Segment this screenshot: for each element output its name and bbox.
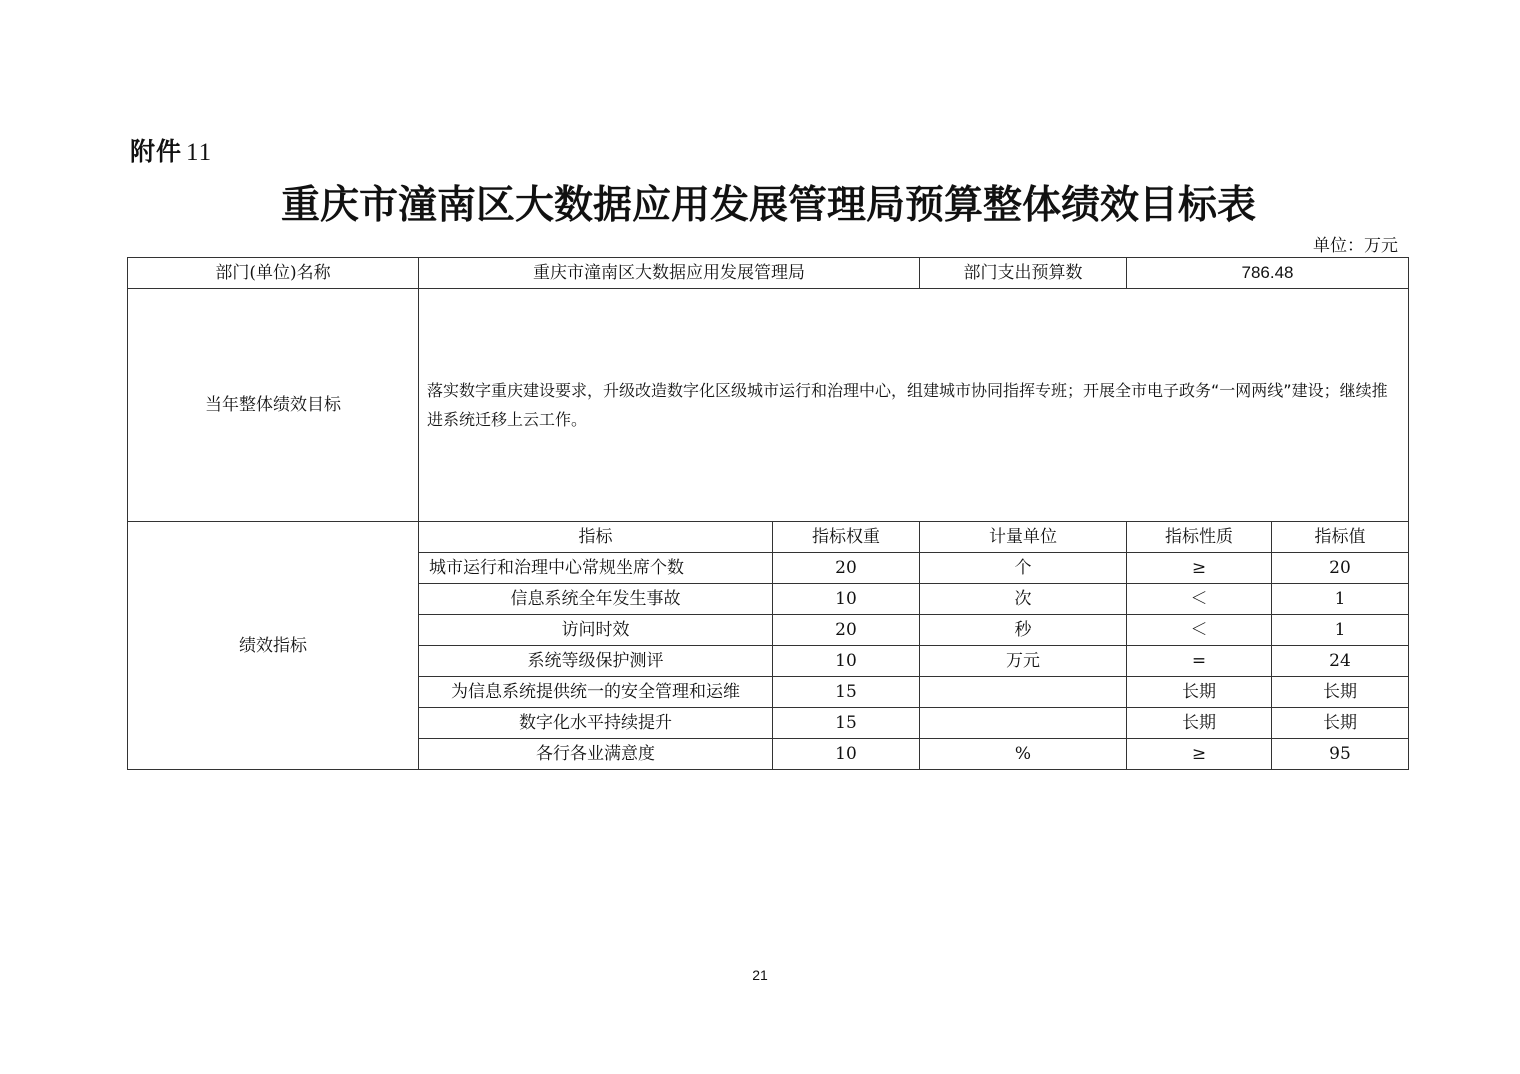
indicator-value: 1	[1272, 584, 1409, 615]
column-header-weight: 指标权重	[773, 522, 920, 553]
indicator-weight: 10	[773, 739, 920, 770]
indicator-weight: 20	[773, 553, 920, 584]
budget-value: 786.48	[1127, 258, 1409, 289]
column-header-indicator: 指标	[419, 522, 773, 553]
budget-label: 部门支出预算数	[920, 258, 1127, 289]
dept-name-value: 重庆市潼南区大数据应用发展管理局	[419, 258, 920, 289]
indicator-nature: ＜	[1127, 584, 1272, 615]
indicator-name: 为信息系统提供统一的安全管理和运维	[419, 677, 773, 708]
indicator-nature: 长期	[1127, 677, 1272, 708]
unit-label: 单位：万元	[1313, 236, 1398, 256]
indicator-nature: 长期	[1127, 708, 1272, 739]
indicator-value: 1	[1272, 615, 1409, 646]
department-row	[128, 258, 1409, 289]
indicator-name: 信息系统全年发生事故	[419, 584, 773, 615]
column-header-value: 指标值	[1272, 522, 1409, 553]
document-title: 重庆市潼南区大数据应用发展管理局预算整体绩效目标表	[280, 182, 1256, 228]
indicator-value: 95	[1272, 739, 1409, 770]
indicator-nature: ＜	[1127, 615, 1272, 646]
indicator-nature: ≥	[1127, 553, 1272, 584]
annual-goal-row	[128, 289, 1409, 522]
column-header-unit: 计量单位	[920, 522, 1127, 553]
indicator-value: 24	[1272, 646, 1409, 677]
column-header-nature: 指标性质	[1127, 522, 1272, 553]
indicator-unit: 万元	[920, 646, 1127, 677]
indicator-unit: 次	[920, 584, 1127, 615]
indicator-value: 长期	[1272, 708, 1409, 739]
indicator-unit: 个	[920, 553, 1127, 584]
annual-goal-label: 当年整体绩效目标	[128, 289, 419, 522]
indicator-section-label: 绩效指标	[128, 522, 419, 770]
indicator-name: 访问时效	[419, 615, 773, 646]
attachment-text: 附件	[130, 137, 183, 166]
indicator-name: 城市运行和治理中心常规坐席个数	[419, 553, 773, 584]
dept-name-label: 部门(单位)名称	[128, 258, 419, 289]
indicator-name: 数字化水平持续提升	[419, 708, 773, 739]
page-number: 21	[752, 967, 768, 983]
indicator-value: 长期	[1272, 677, 1409, 708]
indicator-name: 各行各业满意度	[419, 739, 773, 770]
indicator-unit: %	[920, 739, 1127, 770]
indicator-unit	[920, 677, 1127, 708]
indicator-nature: ≥	[1127, 739, 1272, 770]
indicator-unit: 秒	[920, 615, 1127, 646]
annual-goal-text: 落实数字重庆建设要求，升级改造数字化区级城市运行和治理中心，组建城市协同指挥专班；开展全市电子政务“一网两线”建设；继续推进系统迁移上云工作。	[419, 289, 1409, 522]
indicator-name: 系统等级保护测评	[419, 646, 773, 677]
indicator-weight: 10	[773, 646, 920, 677]
indicator-weight: 15	[773, 708, 920, 739]
indicator-weight: 15	[773, 677, 920, 708]
indicator-unit	[920, 708, 1127, 739]
indicator-nature: =	[1127, 646, 1272, 677]
indicator-header-row	[128, 522, 1409, 553]
attachment-number: 11	[186, 139, 213, 166]
indicator-weight: 20	[773, 615, 920, 646]
indicator-value: 20	[1272, 553, 1409, 584]
attachment-label	[130, 132, 212, 168]
performance-target-table	[127, 257, 1409, 770]
indicator-weight: 10	[773, 584, 920, 615]
